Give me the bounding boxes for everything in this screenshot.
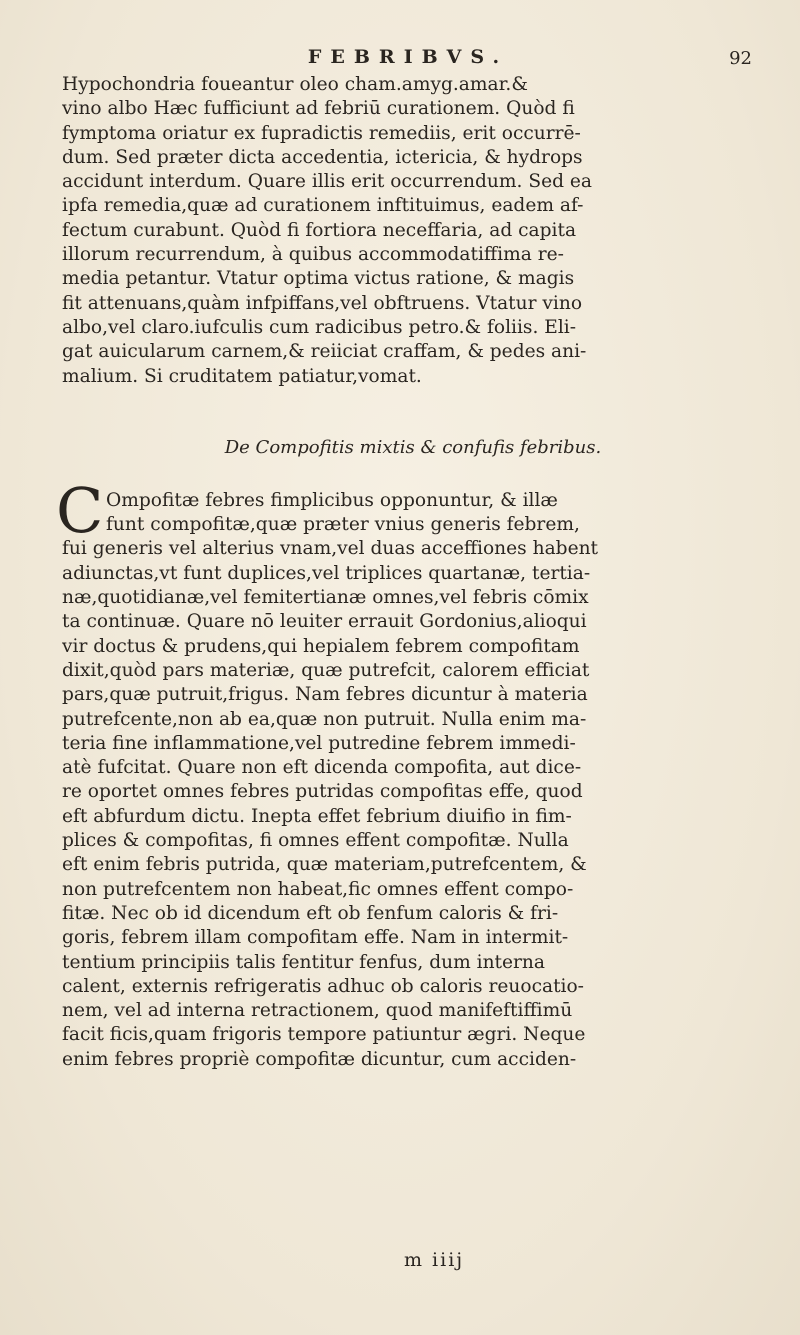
drop-capital: C xyxy=(56,473,104,547)
text-line: Ompofitæ febres fimplicibus opponuntur, & illæ xyxy=(106,489,558,511)
text-line: malium. Si cruditatem patiatur,vomat. xyxy=(62,365,422,387)
signature-mark: m iiij xyxy=(404,1249,465,1271)
running-title: FEBRIBVS. xyxy=(307,46,509,68)
text-line: putrefcente,non ab ea,quæ non putruit. Nulla enim ma- xyxy=(62,708,587,730)
text-line: plices & compofitas, fi omnes effent compofitæ. Nulla xyxy=(62,830,569,852)
text-line: fit attenuans,quàm infpiffans,vel obftruens. Vtatur vino xyxy=(62,292,583,314)
text-line: accidunt interdum. Quare illis erit occurrendum. Sed ea xyxy=(62,171,593,193)
text-line: ta continuæ. Quare nō leuiter errauit Gordonius,alioqui xyxy=(62,611,587,633)
text-line: vir doctus & prudens,qui hepialem febrem compofitam xyxy=(62,635,580,657)
text-line: facit ficis,quam frigoris tempore patiuntur ægri. Neque xyxy=(62,1024,586,1046)
text-line: vino albo Hæc fufficiunt ad febriū curationem. Quòd fi xyxy=(62,98,575,120)
text-line: media petantur. Vtatur optima victus ratione, & magis xyxy=(62,268,575,290)
paragraph-2 xyxy=(56,473,764,1072)
text-line: fui generis vel alterius vnam,vel duas acceffiones habent xyxy=(62,538,599,560)
text-block xyxy=(56,73,764,1072)
section-heading: De Compofitis mixtis & confufis febribus. xyxy=(224,436,602,458)
text-line: atè fufcitat. Quare non eft dicenda compofita, aut dice- xyxy=(62,757,582,779)
text-line: næ,quotidianæ,vel femitertianæ omnes,vel febris cōmix xyxy=(62,587,589,609)
text-line: dixit,quòd pars materiæ, quæ putrefcit, calorem efficiat xyxy=(62,659,590,681)
text-line: non putrefcentem non habeat,fic omnes effent compo- xyxy=(62,878,574,900)
page-number: 92 xyxy=(729,48,752,69)
text-line: calent, externis refrigeratis adhuc ob caloris reuocatio- xyxy=(62,975,584,997)
text-line: Hypochondria foueantur oleo cham.amyg.amar.& xyxy=(62,74,528,95)
text-line: illorum recurrendum, à quibus accommodatiffima re- xyxy=(62,244,564,266)
text-line: nem, vel ad interna retractionem, quod manifeftiffimū xyxy=(62,1000,573,1022)
running-head xyxy=(58,40,758,74)
text-line: pars,quæ putruit,frigus. Nam febres dicuntur à materia xyxy=(62,684,588,706)
text-line: teria fine inflammatione,vel putredine febrem immedi- xyxy=(62,732,576,754)
paragraph-1 xyxy=(62,73,764,389)
text-line: eft abfurdum dictu. Inepta effet febrium diuifio in fim- xyxy=(62,805,572,827)
text-line: ipfa remedia,quæ ad curationem inftituimus, eadem af- xyxy=(62,195,584,217)
text-line: enim febres propriè compofitæ dicuntur, cum acciden- xyxy=(62,1048,577,1070)
text-line: albo,vel claro.iufculis cum radicibus petro.& foliis. Eli- xyxy=(62,316,577,338)
text-line: fymptoma oriatur ex fupradictis remediis, erit occurrē- xyxy=(62,122,581,144)
text-line: fitæ. Nec ob id dicendum eft ob fenfum caloris & fri- xyxy=(62,902,559,924)
text-line: funt compofitæ,quæ præter vnius generis febrem, xyxy=(106,514,580,536)
text-line: goris, febrem illam compofitam effe. Nam in intermit- xyxy=(62,927,569,949)
text-line: eft enim febris putrida, quæ materiam,putrefcentem, & xyxy=(62,854,587,876)
text-line: adiunctas,vt funt duplices,vel triplices quartanæ, tertia- xyxy=(62,562,591,584)
text-line: dum. Sed præter dicta accedentia, ictericia, & hydrops xyxy=(62,146,583,168)
text-line: tentium principiis talis fentitur fenfus, dum interna xyxy=(62,951,545,973)
text-line: gat auicularum carnem,& reiiciat craffam, & pedes ani- xyxy=(62,341,587,363)
text-line: re oportet omnes febres putridas compofitas effe, quod xyxy=(62,781,583,803)
text-line: fectum curabunt. Quòd fi fortiora neceffaria, ad capita xyxy=(62,219,577,241)
